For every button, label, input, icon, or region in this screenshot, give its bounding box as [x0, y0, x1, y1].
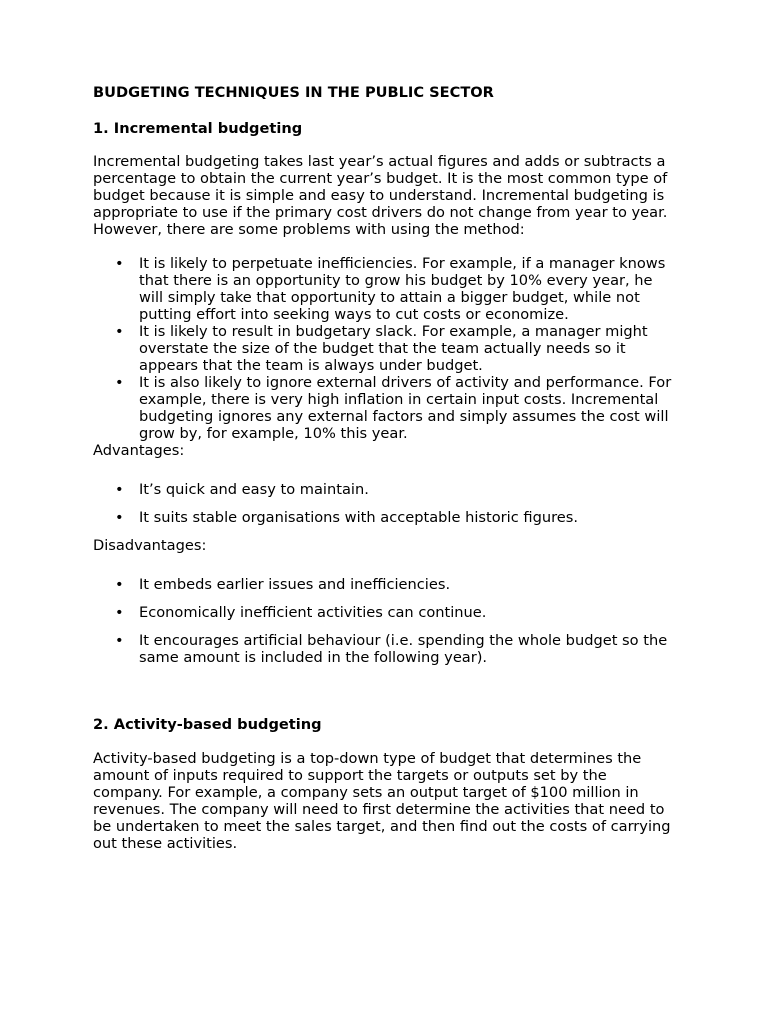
- list-item-text: It is likely to result in budgetary slack. For example, a manager might overstate the size of the budget that the team actually needs so it appears that the team is always under budget.: [139, 323, 648, 374]
- problems-list: [93, 255, 678, 442]
- bullet-icon: •: [115, 576, 124, 593]
- bullet-icon: •: [115, 632, 124, 649]
- list-item-text: It is likely to perpetuate inefficiencies. For example, if a manager knows that there is an opportunity to grow his budget by 10% every year, he will simply take that opportunity to attain a bigger budget, while not putting effort into seeking ways to cut costs or economize.: [139, 255, 666, 323]
- list-item-text: It encourages artificial behaviour (i.e. spending the whole budget so the same amount is included in the following year).: [139, 632, 668, 666]
- bullet-icon: •: [115, 481, 124, 498]
- list-item: [93, 374, 678, 442]
- list-item: [93, 481, 678, 498]
- list-item-text: It embeds earlier issues and inefficiencies.: [139, 576, 451, 593]
- list-item-text: It is also likely to ignore external drivers of activity and performance. For example, there is very high inflation in certain input costs. Incremental budgeting ignores any external factors and simply assumes the cost will grow by, for example, 10% this year.: [139, 374, 672, 442]
- bullet-icon: •: [115, 604, 124, 621]
- list-item: [93, 604, 678, 621]
- list-item-text: Economically inefficient activities can continue.: [139, 604, 487, 621]
- bullet-icon: •: [115, 509, 124, 526]
- list-item: [93, 509, 678, 526]
- section-1-intro: Incremental budgeting takes last year’s actual figures and adds or subtracts a percentage to obtain the current year’s budget. It is the most common type of budget because it is simple and easy to understand. Incremental budgeting is appropriate to use if the primary cost drivers do not change from year to year. However, there are some problems with using the method:: [93, 153, 668, 238]
- bullet-icon: •: [115, 255, 124, 272]
- list-item: [93, 323, 678, 374]
- advantages-label: Advantages:: [93, 442, 185, 459]
- bullet-icon: •: [115, 323, 124, 340]
- disadvantages-list: [93, 576, 678, 666]
- section-2-intro: Activity-based budgeting is a top-down type of budget that determines the amount of inputs required to support the targets or outputs set by the company. For example, a company sets an output target of $100 million in revenues. The company will need to first determine the activities that need to be undertaken to meet the sales target, and then find out the costs of carrying out these activities.: [93, 750, 671, 852]
- section-2-heading: 2. Activity-based budgeting: [93, 716, 322, 733]
- bullet-icon: •: [115, 374, 124, 391]
- list-item-text: It’s quick and easy to maintain.: [139, 481, 369, 498]
- section-1-heading: 1. Incremental budgeting: [93, 120, 303, 137]
- disadvantages-label: Disadvantages:: [93, 537, 207, 554]
- list-item: [93, 255, 678, 323]
- document-title: BUDGETING TECHNIQUES IN THE PUBLIC SECTOR: [93, 84, 494, 101]
- list-item: [93, 632, 678, 666]
- list-item: [93, 576, 678, 593]
- advantages-list: [93, 481, 678, 526]
- document-page: [93, 84, 678, 852]
- list-item-text: It suits stable organisations with acceptable historic figures.: [139, 509, 578, 526]
